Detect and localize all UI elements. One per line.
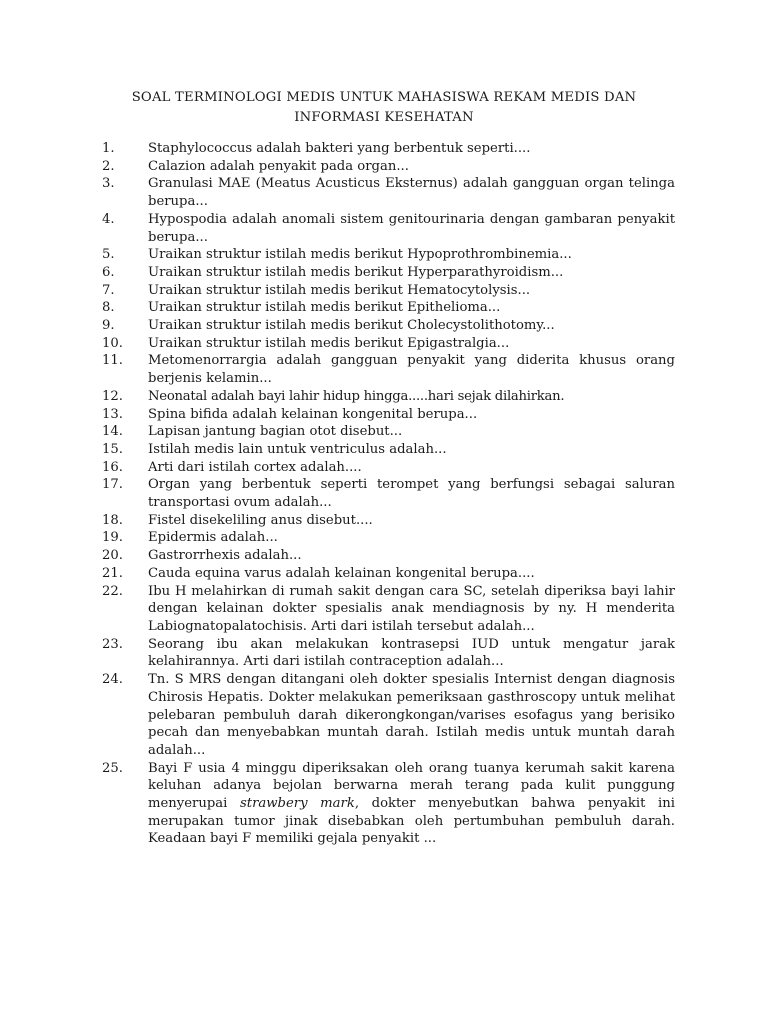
- question-19: [102, 529, 682, 547]
- question-3: [102, 175, 682, 210]
- question-text: Ibu H melahirkan di rumah sakit dengan cara SC, setelah diperiksa bayi lahir dengan kelainan dokter spesialis anak mendiagnosis by ny. H menderita Labiognatopalatochisis. Arti dari istilah tersebut adalah...: [148, 583, 675, 634]
- question-18: [102, 512, 682, 530]
- question-number: 13.: [102, 406, 123, 422]
- question-number: 2.: [102, 158, 115, 174]
- question-list: [102, 140, 682, 848]
- question-text: Seorang ibu akan melakukan kontrasepsi IUD untuk mengatur jarak kelahirannya. Arti dari istilah contraception adalah...: [148, 636, 675, 670]
- question-number: 12.: [102, 388, 123, 404]
- question-22: [102, 583, 682, 636]
- question-number: 11.: [102, 353, 123, 369]
- question-text: Staphylococcus adalah bakteri yang berbentuk seperti....: [148, 141, 531, 156]
- page-title: [90, 88, 678, 128]
- question-text: Neonatal adalah bayi lahir hidup hingga.....hari sejak dilahirkan.: [148, 388, 565, 404]
- question-24: [102, 671, 682, 760]
- question-number: 5.: [102, 247, 115, 263]
- question-text: Spina bifida adalah kelainan kongenital berupa...: [148, 406, 478, 422]
- question-text: Uraikan struktur istilah medis berikut Cholecystolithotomy...: [148, 318, 555, 334]
- question-number: 18.: [102, 512, 123, 528]
- question-number: 6.: [102, 264, 115, 280]
- question-number: 7.: [102, 282, 115, 298]
- question-text: Gastrorrhexis adalah...: [148, 548, 302, 564]
- title-line-2: INFORMASI KESEHATAN: [294, 110, 474, 125]
- question-text: Cauda equina varus adalah kelainan kongenital berupa....: [148, 565, 535, 581]
- question-text: Fistel disekeliling anus disebut....: [148, 512, 373, 528]
- question-number: 10.: [102, 335, 123, 351]
- question-text: Calazion adalah penyakit pada organ...: [148, 158, 409, 174]
- question-4: [102, 211, 682, 246]
- question-1: [102, 140, 682, 158]
- question-13: [102, 406, 682, 424]
- question-10: [102, 335, 682, 353]
- question-number: 21.: [102, 565, 123, 581]
- question-number: 17.: [102, 477, 123, 493]
- question-5: [102, 246, 682, 264]
- question-number: 4.: [102, 211, 115, 227]
- question-text: [148, 760, 675, 849]
- question-text: Uraikan struktur istilah medis berikut Hematocytolysis...: [148, 282, 531, 298]
- question-text: Uraikan struktur istilah medis berikut Epithelioma...: [148, 300, 501, 316]
- question-text: Epidermis adalah...: [148, 530, 278, 546]
- question-20: [102, 547, 682, 565]
- question-14: [102, 423, 682, 441]
- question-number: 14.: [102, 424, 123, 440]
- question-number: 1.: [102, 141, 115, 156]
- question-text: Organ yang berbentuk seperti terompet yang berfungsi sebagai saluran transportasi ovum adalah...: [148, 477, 675, 511]
- title-line-1: SOAL TERMINOLOGI MEDIS UNTUK MAHASISWA REKAM MEDIS DAN: [131, 90, 637, 105]
- question-25: [102, 760, 682, 849]
- question-number: 8.: [102, 300, 115, 316]
- question-text: Metomenorrargia adalah gangguan penyakit yang diderita khusus orang berjenis kelamin...: [148, 353, 675, 387]
- question-2: [102, 158, 682, 176]
- question-number: 15.: [102, 441, 123, 457]
- question-number: 9.: [102, 318, 115, 334]
- question-9: [102, 317, 682, 335]
- question-number: 24.: [102, 672, 123, 688]
- question-23: [102, 636, 682, 671]
- question-text: Hypospodia adalah anomali sistem genitourinaria dengan gambaran penyakit berupa...: [148, 211, 675, 245]
- question-text: Tn. S MRS dengan ditangani oleh dokter spesialis Internist dengan diagnosis Chirosis Hepatis. Dokter melakukan pemeriksaan gasthroscopy untuk melihat pelebaran pembuluh darah dikerongkongan/varises esofagus yang berisiko pecah dan menyebabkan muntah darah. Istilah medis untuk muntah darah adalah...: [148, 672, 675, 758]
- question-number: 3.: [102, 176, 115, 192]
- question-6: [102, 264, 682, 282]
- question-text: Granulasi MAE (Meatus Acusticus Eksternus) adalah gangguan organ telinga berupa...: [148, 176, 675, 210]
- question-7: [102, 282, 682, 300]
- question-text: Arti dari istilah cortex adalah....: [148, 459, 362, 475]
- question-11: [102, 352, 682, 387]
- question-16: [102, 459, 682, 477]
- question-number: 23.: [102, 636, 123, 652]
- question-text: Uraikan struktur istilah medis berikut Epigastralgia...: [148, 335, 510, 351]
- question-12: [102, 388, 682, 406]
- question-number: 25.: [102, 760, 123, 776]
- question-15: [102, 441, 682, 459]
- question-17: [102, 476, 682, 511]
- question-text: Istilah medis lain untuk ventriculus adalah...: [148, 441, 447, 457]
- question-8: [102, 299, 682, 317]
- question-text-part: Bayi F usia 4 minggu diperiksakan oleh orang tuanya kerumah sakit karena keluhan adanya bejolan berwarna merah terang pada kulit punggung menyerupai: [148, 760, 675, 812]
- italic-term: strawbery mark: [240, 796, 355, 812]
- question-text-part: , dokter menyebutkan bahwa penyakit ini merupakan tumor jinak disebabkan oleh pertumbuhan pembuluh darah. Keadaan bayi F memiliki gejala penyakit ...: [148, 796, 675, 847]
- question-text: Uraikan struktur istilah medis berikut Hyperparathyroidism...: [148, 264, 564, 280]
- question-text: Uraikan struktur istilah medis berikut Hypoprothrombinemia...: [148, 247, 572, 263]
- question-number: 22.: [102, 583, 123, 599]
- question-number: 20.: [102, 548, 123, 564]
- question-text: Lapisan jantung bagian otot disebut...: [148, 424, 403, 440]
- question-number: 19.: [102, 530, 123, 546]
- question-number: 16.: [102, 459, 123, 475]
- question-21: [102, 565, 682, 583]
